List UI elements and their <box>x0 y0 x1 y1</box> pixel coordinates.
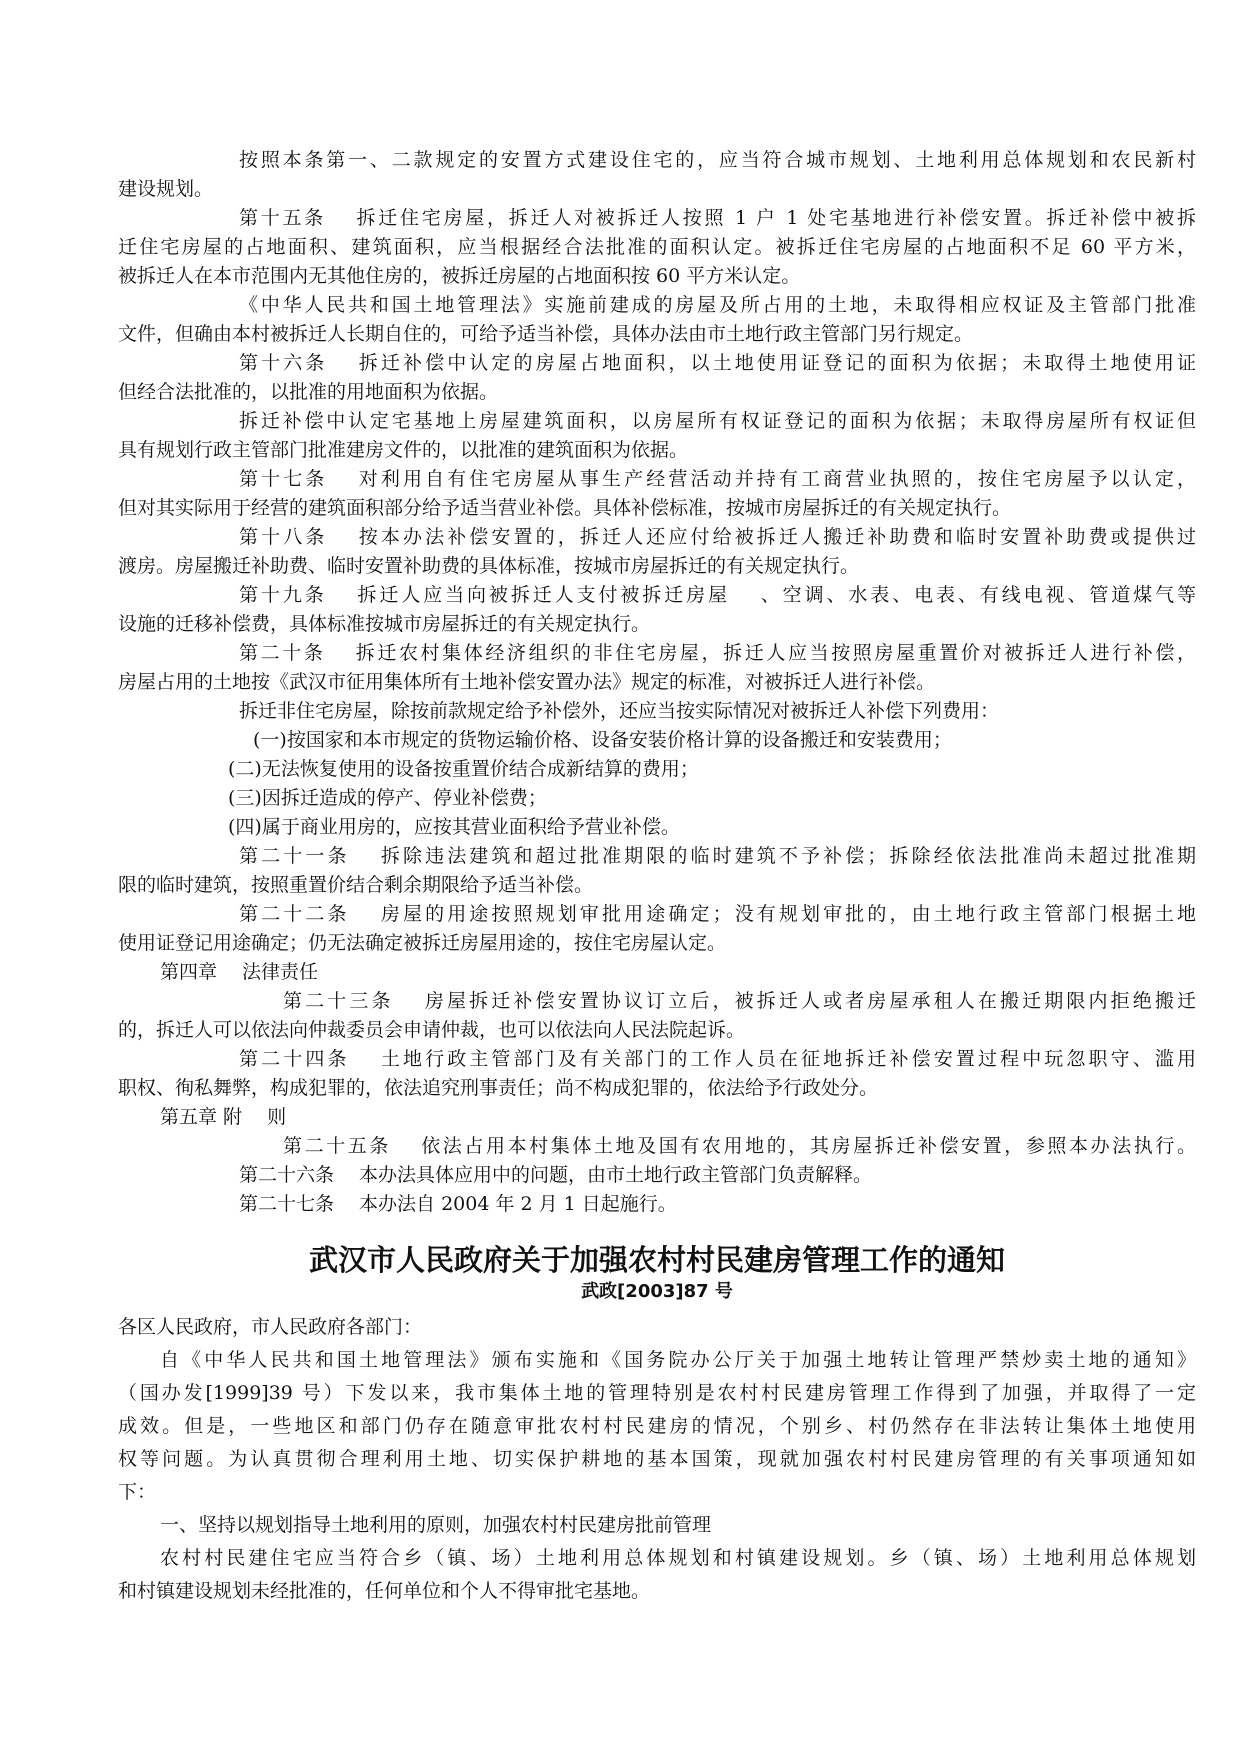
text-line: 但对其实际用于经营的建筑面积部分给予适当营业补偿。具体补偿标准，按城市房屋拆迁的有关规定执行。 <box>118 497 1012 519</box>
text-line: 拆迁非住宅房屋，除按前款规定给予补偿外，还应当按实际情况对被拆迁人补偿下列费用： <box>239 700 1000 722</box>
article-23: 第二十三条 房屋拆迁补偿安置协议订立后，被拆迁人或者房屋承租人在搬迁期限内拒绝搬迁 <box>283 990 1196 1012</box>
text-line: 下： <box>118 1481 157 1503</box>
text-line: 权等问题。为认真贯彻合理利用土地、切实保护耕地的基本国策，现就加强农村村民建房管理的有关事项通知如 <box>118 1448 1196 1470</box>
article-15: 第十五条 拆迁住宅房屋，拆迁人对被拆迁人按照 1 户 1 处宅基地进行补偿安置。拆迁补偿中被拆 <box>239 207 1196 229</box>
text-line: 自《中华人民共和国土地管理法》颁布实施和《国务院办公厅关于加强土地转让管理严禁炒卖土地的通知》 <box>160 1349 1196 1371</box>
text-line: 具有规划行政主管部门批准建房文件的，以批准的建筑面积为依据。 <box>118 439 689 461</box>
text-line: 《中华人民共和国土地管理法》实施前建成的房屋及所占用的土地，未取得相应权证及主管部门批准 <box>239 294 1196 316</box>
article-22: 第二十二条 房屋的用途按照规划审批用途确定；没有规划审批的，由土地行政主管部门根据土地 <box>239 903 1196 925</box>
text-line: 职权、徇私舞弊，构成犯罪的，依法追究刑事责任；尚不构成犯罪的，依法给予行政处分。 <box>118 1077 879 1099</box>
text-line: 但经合法批准的，以批准的用地面积为依据。 <box>118 381 499 403</box>
list-item: (二)无法恢复使用的设备按重置价结合成新结算的费用； <box>228 758 699 780</box>
article-18: 第十八条 按本办法补偿安置的，拆迁人还应付给被拆迁人搬迁补助费和临时安置补助费或提供过 <box>239 526 1196 548</box>
notice-body <box>118 1311 1196 1608</box>
article-25: 第二十五条 依法占用本村集体土地及国有农用地的，其房屋拆迁补偿安置，参照本办法执行。 <box>283 1135 1196 1157</box>
document-number: 武政[2003]87 号 <box>581 1281 733 1302</box>
text-line: 拆迁补偿中认定宅基地上房屋建筑面积，以房屋所有权证登记的面积为依据；未取得房屋所有权证但 <box>239 410 1196 432</box>
text-line: （国办发[1999]39 号）下发以来，我市集体土地的管理特别是农村村民建房管理工作得到了加强，并取得了一定 <box>118 1382 1196 1404</box>
chapter-heading: 第四章 法律责任 <box>160 961 319 983</box>
text-line: 被拆迁人在本市范围内无其他住房的，被拆迁房屋的占地面积按 60 平方米认定。 <box>118 265 801 287</box>
text-line: 渡房。房屋搬迁补助费、临时安置补助费的具体标准，按城市房屋拆迁的有关规定执行。 <box>118 555 860 577</box>
chapter-heading: 第五章 附 则 <box>160 1106 287 1128</box>
section-heading: 一、坚持以规划指导土地利用的原则，加强农村村民建房批前管理 <box>160 1514 712 1536</box>
article-24: 第二十四条 土地行政主管部门及有关部门的工作人员在征地拆迁补偿安置过程中玩忽职守、滥用 <box>239 1048 1196 1070</box>
text-line: 成效。但是，一些地区和部门仍存在随意审批农村村民建房的情况，个别乡、村仍然存在非法转让集体土地使用 <box>118 1415 1196 1437</box>
list-item: (三)因拆迁造成的停产、停业补偿费； <box>228 787 547 809</box>
salutation: 各区人民政府，市人民政府各部门： <box>118 1316 423 1338</box>
text-line: 迁住宅房屋的占地面积、建筑面积，应当根据经合法批准的面积认定。被拆迁住宅房屋的占地面积不足 60 平方米， <box>118 236 1196 258</box>
text-line: 限的临时建筑，按照重置价结合剩余期限给予适当补偿。 <box>118 874 594 896</box>
notice-title: 武汉市人民政府关于加强农村村民建房管理工作的通知 <box>308 1243 1005 1277</box>
text-line: 使用证登记用途确定；仍无法确定被拆迁房屋用途的，按住宅房屋认定。 <box>118 932 727 954</box>
article-19: 第十九条 拆迁人应当向被拆迁人支付被拆迁房屋 、空调、水表、电表、有线电视、管道煤气等 <box>239 584 1196 606</box>
article-27: 第二十七条 本办法自 2004 年 2 月 1 日起施行。 <box>239 1193 677 1215</box>
article-16: 第十六条 拆迁补偿中认定的房屋占地面积，以土地使用证登记的面积为依据；未取得土地使用证 <box>239 352 1196 374</box>
text-line: 设施的迁移补偿费，具体标准按城市房屋拆迁的有关规定执行。 <box>118 613 651 635</box>
text-line: 农村村民建住宅应当符合乡（镇、场）土地利用总体规划和村镇建设规划。乡（镇、场）土地利用总体规划 <box>160 1547 1196 1569</box>
text-line: 和村镇建设规划未经批准的，任何单位和个人不得审批宅基地。 <box>118 1580 651 1602</box>
section-regulations <box>118 146 1196 1219</box>
text-line: 建设规划。 <box>118 178 214 200</box>
document-page <box>118 146 1196 1608</box>
list-item: (一)按国家和本市规定的货物运输价格、设备安装价格计算的设备搬迁和安装费用； <box>253 729 952 751</box>
article-26: 第二十六条 本办法具体应用中的问题，由市土地行政主管部门负责解释。 <box>239 1164 873 1186</box>
text-line: 房屋占用的土地按《武汉市征用集体所有土地补偿安置办法》规定的标准，对被拆迁人进行补偿。 <box>118 671 936 693</box>
text-line: 文件，但确由本村被拆迁人长期自住的，可给予适当补偿，具体办法由市土地行政主管部门另行规定。 <box>118 323 974 345</box>
article-21: 第二十一条 拆除违法建筑和超过批准期限的临时建筑不予补偿；拆除经依法批准尚未超过批准期 <box>239 845 1196 867</box>
text-line: 按照本条第一、二款规定的安置方式建设住宅的，应当符合城市规划、土地利用总体规划和农民新村 <box>239 149 1196 171</box>
list-item: (四)属于商业用房的，应按其营业面积给予营业补偿。 <box>228 816 680 838</box>
text-line: 的，拆迁人可以依法向仲裁委员会申请仲裁，也可以依法向人民法院起诉。 <box>118 1019 746 1041</box>
article-17: 第十七条 对利用自有住宅房屋从事生产经营活动并持有工商营业执照的，按住宅房屋予以认定， <box>239 468 1196 490</box>
article-20: 第二十条 拆迁农村集体经济组织的非住宅房屋，拆迁人应当按照房屋重置价对被拆迁人进行补偿， <box>239 642 1196 664</box>
